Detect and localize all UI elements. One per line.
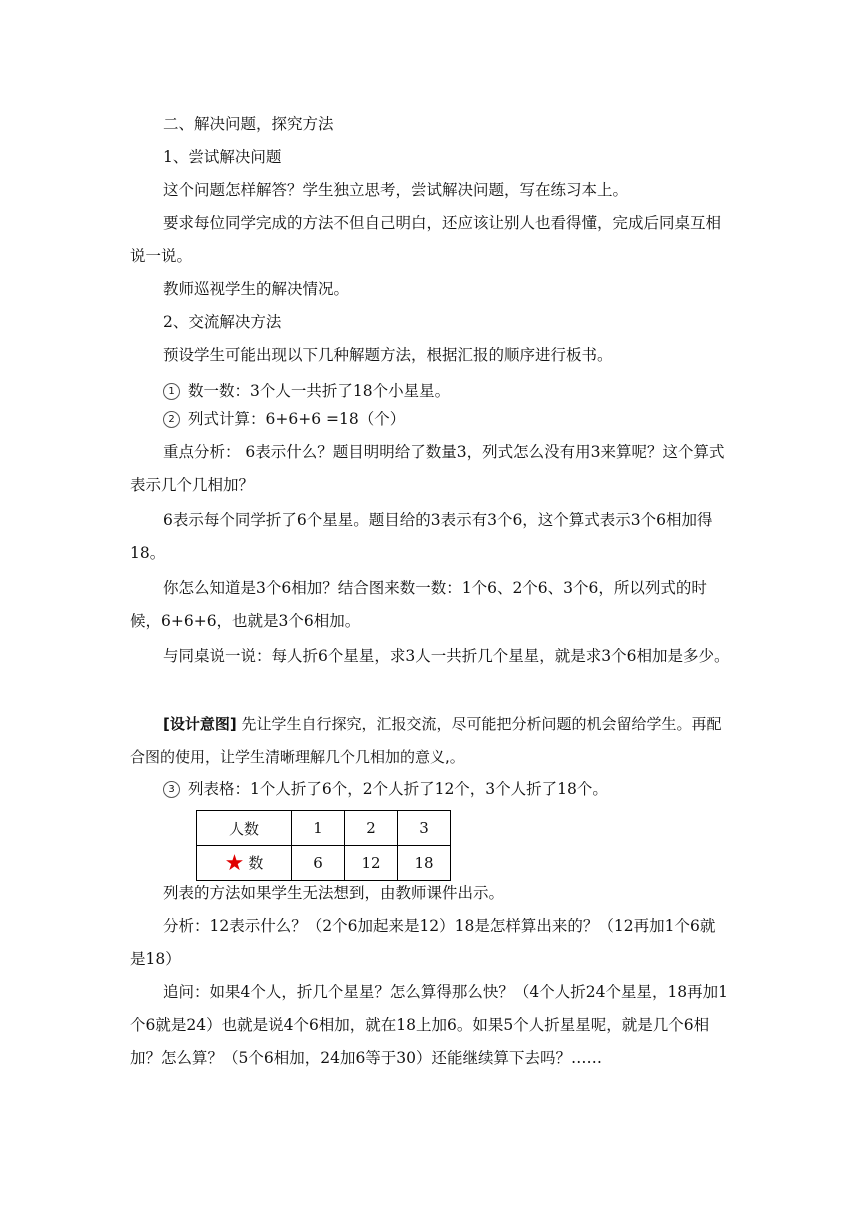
step2-title: 2、交流解决方法 [163,313,282,331]
paragraph-analysis: 分析：12表示什么？（2个6加起来是12）18是怎样算出来的？（12再加1个6就是18） [130,917,716,968]
paragraph-desk: 与同桌说一说：每人折6个星星，求3人一共折几个星星，就是求3个6相加是多少。 [163,647,730,665]
paragraph-preset: 预设学生可能出现以下几种解题方法，根据汇报的顺序进行板书。 [163,346,613,364]
design-intent-text: 先让学生自行探究，汇报交流，尽可能把分析问题的机会留给学生。再配合图的使用，让学生清晰理解几个几相加的意义,。 [130,715,722,766]
table-cell: 1 [292,811,345,846]
table-row-label [197,846,292,881]
circled-number-3: 3 [163,781,180,798]
table-row [197,811,451,846]
method-3 [130,773,730,806]
table-cell: 18 [398,846,451,881]
method-3-text: 列表格：1个人折了6个，2个人折了12个，3个人折了18个。 [188,780,608,798]
table-row-label-text: 数 [248,853,264,872]
design-intent [130,708,730,774]
paragraph-question: 这个问题怎样解答？学生独立思考，尝试解决问题，写在练习本上。 [163,181,629,199]
paragraph-teacher: 教师巡视学生的解决情况。 [163,280,350,298]
circled-number-2: 2 [163,411,180,428]
method-2 [130,403,730,436]
table-header-label: 人数 [197,811,292,846]
design-intent-tag: [设计意图] [163,715,237,733]
method-1-text: 数一数：3个人一共折了18个小星星。 [188,382,451,400]
paragraph-six: 6表示每个同学折了6个星星。题目给的3表示有3个6，这个算式表示3个6相加得18。 [130,511,713,562]
star-icon: ★ [224,850,245,876]
paragraph-focus: 重点分析： 6表示什么？题目明明给了数量3，列式怎么没有用3来算呢？这个算式表示几个几相加？ [130,443,725,494]
stars-table [196,810,451,881]
table-cell: 6 [292,846,345,881]
paragraph-how: 你怎么知道是3个6相加？结合图来数一数：1个6、2个6、3个6，所以列式的时候，6+6+6，也就是3个6相加。 [130,579,707,630]
table-cell: 12 [345,846,398,881]
method-2-text: 列式计算：6+6+6 =18（个） [188,410,406,428]
paragraph-followup: 追问：如果4个人，折几个星星？怎么算得那么快？（4个人折24个星星，18再加1个6就是24）也就是说4个6相加，就在18上加6。如果5个人折星星呢，就是几个6相加？怎么算？（5个6相加，24加6等于30）还能继续算下去吗？…… [130,983,729,1067]
step1-title: 1、尝试解决问题 [163,148,282,166]
table-cell: 2 [345,811,398,846]
section-title: 二、解决问题，探究方法 [163,115,334,133]
circled-number-1: 1 [163,383,180,400]
paragraph-table-note: 列表的方法如果学生无法想到，由教师课件出示。 [163,884,505,902]
table-row [197,846,451,881]
paragraph-requirement: 要求每位同学完成的方法不但自己明白，还应该让别人也看得懂，完成后同桌互相说一说。 [130,214,722,265]
table-cell: 3 [398,811,451,846]
